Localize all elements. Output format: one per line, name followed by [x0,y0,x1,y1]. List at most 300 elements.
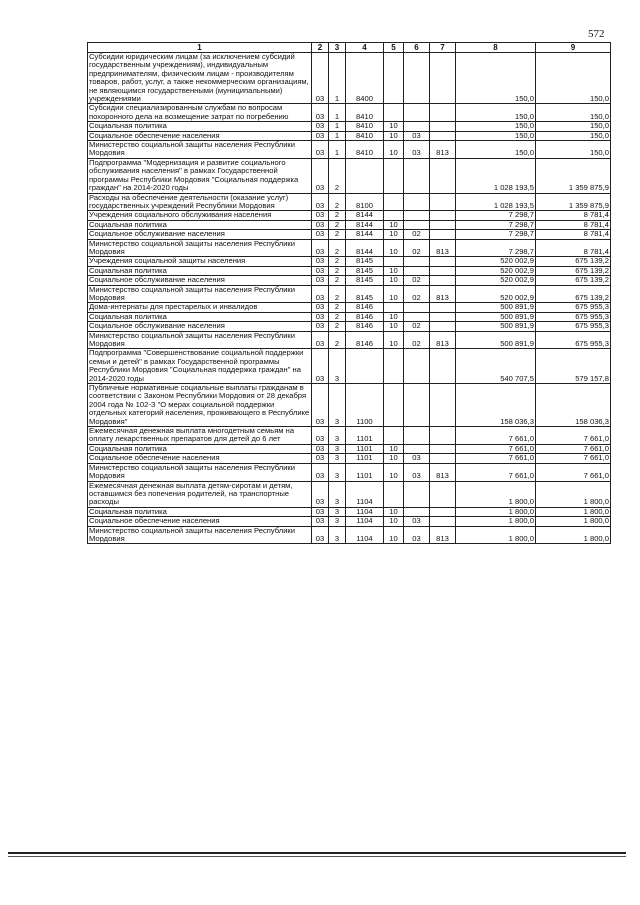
row-cell-4: 8410 [346,131,384,140]
row-cell-3: 2 [329,211,346,220]
row-cell-2: 03 [312,303,329,312]
col-header-5: 5 [384,43,404,53]
row-name-cell: Социальное обеспечение населения [88,454,312,463]
row-cell-7 [430,384,456,427]
row-name-cell: Социальная политика [88,444,312,453]
row-cell-4: 8144 [346,230,384,239]
row-cell-2: 03 [312,230,329,239]
row-name-cell: Министерство социальной защиты населения Республики Мордовия [88,331,312,349]
row-cell-9: 8 781,4 [536,211,611,220]
row-cell-2: 03 [312,517,329,526]
row-name-cell: Министерство социальной защиты населения Республики Мордовия [88,285,312,303]
row-cell-5 [384,158,404,193]
row-cell-7 [430,481,456,507]
row-cell-7 [430,312,456,321]
row-cell-4: 1101 [346,454,384,463]
row-cell-9: 579 157,8 [536,349,611,384]
row-cell-9: 150,0 [536,122,611,131]
row-cell-8: 1 800,0 [456,517,536,526]
row-cell-9: 675 139,2 [536,266,611,275]
row-cell-4: 1104 [346,526,384,544]
row-cell-6 [404,303,430,312]
row-cell-7 [430,220,456,229]
row-cell-2: 03 [312,193,329,211]
row-cell-2: 03 [312,322,329,331]
row-cell-9: 7 661,0 [536,454,611,463]
row-cell-5: 10 [384,239,404,257]
row-cell-4: 8145 [346,276,384,285]
row-cell-7: 813 [430,239,456,257]
row-cell-4: 8410 [346,122,384,131]
row-cell-4: 8144 [346,211,384,220]
row-cell-8: 158 036,3 [456,384,536,427]
row-cell-6: 03 [404,454,430,463]
row-name-cell: Дома-интернаты для престарелых и инвалидов [88,303,312,312]
row-cell-8: 7 298,7 [456,239,536,257]
row-cell-6 [404,122,430,131]
table-row [88,322,611,331]
row-cell-5: 10 [384,517,404,526]
row-cell-7 [430,427,456,445]
row-cell-7 [430,276,456,285]
row-cell-3: 2 [329,266,346,275]
row-cell-3: 3 [329,427,346,445]
row-cell-6: 03 [404,131,430,140]
row-cell-2: 03 [312,266,329,275]
row-cell-4: 1100 [346,384,384,427]
row-cell-5 [384,349,404,384]
row-cell-8: 7 661,0 [456,463,536,481]
row-cell-5 [384,53,404,104]
row-cell-5: 10 [384,463,404,481]
row-cell-8: 1 028 193,5 [456,193,536,211]
row-cell-2: 03 [312,427,329,445]
row-cell-9: 8 781,4 [536,220,611,229]
row-cell-9: 150,0 [536,104,611,122]
row-cell-2: 03 [312,454,329,463]
table-row [88,454,611,463]
row-cell-7 [430,211,456,220]
table-header-row [88,43,611,53]
row-cell-6: 03 [404,517,430,526]
row-cell-8: 7 661,0 [456,444,536,453]
row-name-cell: Социальное обслуживание населения [88,276,312,285]
row-cell-2: 03 [312,463,329,481]
row-cell-8: 520 002,9 [456,257,536,266]
row-cell-2: 03 [312,285,329,303]
row-cell-4: 8145 [346,266,384,275]
row-cell-6 [404,220,430,229]
row-cell-7 [430,303,456,312]
row-cell-5: 10 [384,141,404,159]
row-cell-8: 7 298,7 [456,230,536,239]
row-name-cell: Публичные нормативные социальные выплаты гражданам в соответствии с Законом Республики Мордовия от 28 декабря 2004 года № 102-З "О мерах социальной поддержки отдельных категорий населения, проживающего в Республике Мордовия" [88,384,312,427]
row-cell-7: 813 [430,526,456,544]
row-cell-4: 8144 [346,220,384,229]
row-cell-8: 1 800,0 [456,526,536,544]
row-cell-9: 675 955,3 [536,322,611,331]
row-cell-4: 8410 [346,141,384,159]
row-name-cell: Социальное обеспечение населения [88,131,312,140]
row-cell-2: 03 [312,481,329,507]
row-cell-2: 03 [312,331,329,349]
row-cell-9: 1 800,0 [536,517,611,526]
row-name-cell: Ежемесячная денежная выплата многодетным семьям на оплату лекарственных препаратов для детей до 6 лет [88,427,312,445]
row-cell-2: 03 [312,211,329,220]
row-cell-8: 1 028 193,5 [456,158,536,193]
row-cell-8: 1 800,0 [456,481,536,507]
row-name-cell: Социальная политика [88,507,312,516]
row-cell-8: 7 298,7 [456,220,536,229]
table-row [88,303,611,312]
row-name-cell: Министерство социальной защиты населения Республики Мордовия [88,141,312,159]
row-cell-9: 1 359 875,9 [536,158,611,193]
row-cell-6 [404,384,430,427]
table-row [88,463,611,481]
row-cell-4: 1101 [346,463,384,481]
table-row [88,131,611,140]
row-cell-6: 03 [404,141,430,159]
bottom-rule-thin [8,856,626,857]
row-cell-9: 1 800,0 [536,481,611,507]
row-name-cell: Социальное обслуживание населения [88,230,312,239]
row-cell-9: 150,0 [536,131,611,140]
row-name-cell: Министерство социальной защиты населения Республики Мордовия [88,526,312,544]
row-cell-5: 10 [384,230,404,239]
row-cell-4: 8410 [346,104,384,122]
row-cell-7 [430,454,456,463]
row-cell-3: 2 [329,312,346,321]
row-cell-6: 02 [404,285,430,303]
row-cell-6: 03 [404,526,430,544]
row-cell-9: 150,0 [536,53,611,104]
row-cell-3: 1 [329,141,346,159]
row-name-cell: Социальное обслуживание населения [88,322,312,331]
row-cell-3: 3 [329,481,346,507]
row-cell-2: 03 [312,349,329,384]
row-cell-9: 158 036,3 [536,384,611,427]
budget-table [87,42,611,544]
row-cell-3: 2 [329,331,346,349]
row-name-cell: Субсидии специализированным службам по вопросам похоронного дела на возмещение затрат по погребению [88,104,312,122]
row-cell-5 [384,481,404,507]
col-header-8: 8 [456,43,536,53]
row-cell-6 [404,211,430,220]
row-cell-7 [430,193,456,211]
row-cell-6: 02 [404,239,430,257]
row-name-cell: Подпрограмма "Совершенствование социальной поддержки семьи и детей" в рамках Государственной программы Республики Мордовия "Социальная поддержка граждан" на 2014-2020 годы [88,349,312,384]
row-cell-9: 150,0 [536,141,611,159]
row-cell-2: 03 [312,53,329,104]
row-cell-7 [430,104,456,122]
row-cell-3: 2 [329,303,346,312]
col-header-3: 3 [329,43,346,53]
row-cell-9: 8 781,4 [536,230,611,239]
row-cell-5 [384,104,404,122]
row-cell-3: 3 [329,384,346,427]
row-cell-7: 813 [430,285,456,303]
row-cell-3: 2 [329,193,346,211]
row-cell-5 [384,427,404,445]
row-cell-2: 03 [312,104,329,122]
table-row [88,517,611,526]
row-cell-3: 3 [329,507,346,516]
row-cell-3: 3 [329,454,346,463]
row-cell-5 [384,303,404,312]
row-cell-5 [384,193,404,211]
row-cell-4: 8146 [346,331,384,349]
row-cell-5: 10 [384,454,404,463]
row-cell-5: 10 [384,507,404,516]
table-row [88,220,611,229]
row-cell-4: 1104 [346,507,384,516]
row-cell-5: 10 [384,312,404,321]
row-cell-5: 10 [384,322,404,331]
row-cell-6: 02 [404,276,430,285]
table-row [88,285,611,303]
row-cell-8: 500 891,9 [456,312,536,321]
row-cell-4: 8100 [346,193,384,211]
table-row [88,230,611,239]
row-cell-6 [404,193,430,211]
row-cell-8: 7 661,0 [456,427,536,445]
col-header-9: 9 [536,43,611,53]
row-cell-2: 03 [312,122,329,131]
table-row [88,266,611,275]
row-cell-5: 10 [384,266,404,275]
row-cell-3: 3 [329,463,346,481]
row-cell-4: 8146 [346,322,384,331]
row-cell-6 [404,312,430,321]
table-row [88,276,611,285]
row-cell-5: 10 [384,285,404,303]
table-row [88,507,611,516]
row-name-cell: Учреждения социального обслуживания населения [88,211,312,220]
row-cell-3: 3 [329,517,346,526]
row-cell-7 [430,257,456,266]
row-cell-5: 10 [384,331,404,349]
table-row [88,349,611,384]
row-cell-7 [430,53,456,104]
row-cell-9: 1 359 875,9 [536,193,611,211]
row-cell-3: 2 [329,276,346,285]
row-cell-2: 03 [312,257,329,266]
row-cell-5: 10 [384,526,404,544]
row-cell-3: 1 [329,131,346,140]
row-name-cell: Социальная политика [88,266,312,275]
row-cell-4: 1101 [346,427,384,445]
table-row [88,141,611,159]
row-cell-6 [404,444,430,453]
row-cell-6: 02 [404,322,430,331]
row-name-cell: Подпрограмма "Модернизация и развитие социального обслуживания населения" в рамках Государственной программы Республики Мордовия "Социальная поддержка граждан" на 2014-2020 годы [88,158,312,193]
row-cell-3: 3 [329,444,346,453]
table-row [88,384,611,427]
row-cell-6 [404,257,430,266]
row-cell-8: 1 800,0 [456,507,536,516]
row-cell-9: 675 139,2 [536,276,611,285]
row-cell-8: 7 298,7 [456,211,536,220]
table-row [88,239,611,257]
row-cell-6: 02 [404,331,430,349]
table-row [88,104,611,122]
row-cell-3: 2 [329,158,346,193]
row-name-cell: Социальная политика [88,312,312,321]
col-header-7: 7 [430,43,456,53]
row-cell-6 [404,481,430,507]
row-cell-9: 1 800,0 [536,507,611,516]
row-cell-3: 3 [329,526,346,544]
row-cell-3: 2 [329,220,346,229]
row-cell-4: 8145 [346,257,384,266]
table-row [88,312,611,321]
row-cell-9: 675 139,2 [536,285,611,303]
row-cell-2: 03 [312,312,329,321]
row-cell-8: 540 707,5 [456,349,536,384]
table-row [88,193,611,211]
row-cell-6 [404,158,430,193]
table-row [88,257,611,266]
col-header-6: 6 [404,43,430,53]
table-row [88,427,611,445]
row-cell-9: 7 661,0 [536,444,611,453]
row-cell-2: 03 [312,131,329,140]
row-name-cell: Социальное обеспечение населения [88,517,312,526]
row-name-cell: Министерство социальной защиты населения Республики Мордовия [88,463,312,481]
row-cell-6 [404,507,430,516]
row-cell-4: 8146 [346,303,384,312]
row-cell-8: 500 891,9 [456,303,536,312]
row-cell-8: 7 661,0 [456,454,536,463]
row-cell-4: 1104 [346,481,384,507]
row-cell-7 [430,444,456,453]
row-cell-4 [346,349,384,384]
row-cell-3: 2 [329,239,346,257]
row-name-cell: Расходы на обеспечение деятельности (оказание услуг) государственных учреждений Республики Мордовия [88,193,312,211]
row-cell-8: 520 002,9 [456,266,536,275]
table-row [88,158,611,193]
row-cell-5 [384,384,404,427]
table-row [88,444,611,453]
row-cell-5 [384,211,404,220]
row-cell-3: 1 [329,53,346,104]
row-cell-5 [384,257,404,266]
row-cell-9: 675 955,3 [536,331,611,349]
row-cell-4: 1104 [346,517,384,526]
bottom-rule [8,852,626,854]
row-cell-7 [430,131,456,140]
row-cell-9: 675 955,3 [536,303,611,312]
table-row [88,122,611,131]
row-cell-6 [404,427,430,445]
row-cell-8: 520 002,9 [456,276,536,285]
row-cell-9: 675 139,2 [536,257,611,266]
row-cell-7 [430,507,456,516]
row-cell-2: 03 [312,507,329,516]
page-number: 572 [588,28,605,40]
row-cell-9: 1 800,0 [536,526,611,544]
row-cell-8: 150,0 [456,122,536,131]
row-cell-6 [404,53,430,104]
col-header-1: 1 [88,43,312,53]
row-cell-7 [430,230,456,239]
row-name-cell: Ежемесячная денежная выплата детям-сиротам и детям, оставшимся без попечения родителей, на транспортные расходы [88,481,312,507]
row-cell-7: 813 [430,463,456,481]
row-cell-4 [346,158,384,193]
row-cell-8: 520 002,9 [456,285,536,303]
row-cell-4: 1101 [346,444,384,453]
row-cell-9: 675 955,3 [536,312,611,321]
row-cell-7 [430,266,456,275]
row-cell-2: 03 [312,239,329,257]
row-cell-3: 2 [329,230,346,239]
row-cell-7 [430,322,456,331]
table-row [88,481,611,507]
row-cell-6 [404,349,430,384]
row-cell-9: 7 661,0 [536,463,611,481]
row-cell-2: 03 [312,526,329,544]
row-cell-7 [430,517,456,526]
row-cell-5: 10 [384,122,404,131]
row-cell-3: 1 [329,122,346,131]
row-cell-2: 03 [312,384,329,427]
row-cell-4: 8146 [346,312,384,321]
row-cell-4: 8400 [346,53,384,104]
row-cell-6 [404,104,430,122]
col-header-2: 2 [312,43,329,53]
row-cell-9: 7 661,0 [536,427,611,445]
row-cell-2: 03 [312,158,329,193]
row-cell-4: 8145 [346,285,384,303]
col-header-4: 4 [346,43,384,53]
row-cell-3: 2 [329,285,346,303]
row-cell-8: 150,0 [456,104,536,122]
row-cell-3: 2 [329,322,346,331]
table-row [88,526,611,544]
row-cell-6: 02 [404,230,430,239]
row-cell-3: 2 [329,257,346,266]
table-row [88,331,611,349]
row-name-cell: Социальная политика [88,220,312,229]
row-cell-5: 10 [384,220,404,229]
row-name-cell: Субсидии юридическим лицам (за исключением субсидий государственным учреждениям), индивидуальным предпринимателям, физическим лицам - производителям товаров, работ, услуг, а также некоммерческим организациям, не являющимся государственными (муниципальными) учреждениями [88,53,312,104]
row-cell-8: 150,0 [456,131,536,140]
row-cell-5: 10 [384,276,404,285]
row-cell-6 [404,266,430,275]
table-row [88,211,611,220]
row-cell-7: 813 [430,141,456,159]
row-cell-8: 150,0 [456,53,536,104]
row-cell-3: 3 [329,349,346,384]
row-name-cell: Социальная политика [88,122,312,131]
row-cell-3: 1 [329,104,346,122]
row-cell-7: 813 [430,331,456,349]
row-cell-9: 8 781,4 [536,239,611,257]
row-cell-2: 03 [312,220,329,229]
row-cell-4: 8144 [346,239,384,257]
row-cell-8: 150,0 [456,141,536,159]
row-cell-8: 500 891,9 [456,331,536,349]
row-cell-5: 10 [384,131,404,140]
row-cell-2: 03 [312,141,329,159]
row-cell-5: 10 [384,444,404,453]
row-cell-2: 03 [312,444,329,453]
row-name-cell: Учреждения социальной защиты населения [88,257,312,266]
row-cell-6: 03 [404,463,430,481]
row-cell-8: 500 891,9 [456,322,536,331]
row-name-cell: Министерство социальной защиты населения Республики Мордовия [88,239,312,257]
row-cell-7 [430,158,456,193]
